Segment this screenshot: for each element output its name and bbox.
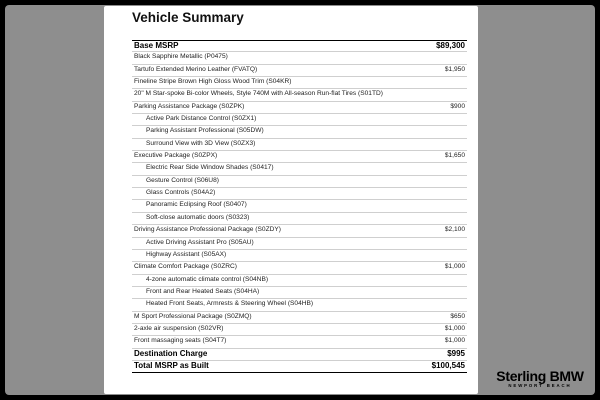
- table-row: [132, 336, 467, 348]
- table-row: [132, 40, 467, 52]
- row-value: $900: [450, 102, 465, 110]
- table-row: [132, 312, 467, 324]
- row-label: Gesture Control (S06U8): [146, 176, 219, 184]
- row-value: $995: [447, 348, 465, 358]
- table-row: [132, 262, 467, 274]
- row-value: $1,950: [444, 65, 465, 73]
- row-label: Active Driving Assistant Pro (S05AU): [146, 238, 254, 246]
- row-value: $89,300: [436, 41, 465, 50]
- table-row: [132, 250, 467, 262]
- table-row: [132, 114, 467, 126]
- dealer-name: Sterling BMW: [496, 368, 584, 384]
- row-label: Fineline Stripe Brown High Gloss Wood Trim (S04KR): [134, 78, 292, 86]
- table-row: [132, 225, 467, 237]
- row-label: Highway Assistant (S05AX): [146, 250, 227, 258]
- table-row: [132, 299, 467, 311]
- table-row: [132, 213, 467, 225]
- row-label: Tartufo Extended Merino Leather (FVATQ): [134, 65, 258, 73]
- row-label: Parking Assistant Professional (S05DW): [146, 127, 264, 135]
- row-label: Parking Assistance Package (S0ZPK): [134, 102, 245, 110]
- table-row: [132, 102, 467, 114]
- row-value: $1,000: [444, 324, 465, 332]
- vehicle-summary-table: [132, 40, 467, 373]
- row-label: Destination Charge: [134, 348, 208, 358]
- row-label: 20" M Star-spoke Bi-color Wheels, Style 740M with All-season Run-flat Tires (S01TD): [134, 90, 383, 98]
- table-row: [132, 176, 467, 188]
- row-label: Executive Package (S0ZPX): [134, 152, 218, 160]
- row-label: Climate Comfort Package (S0ZRC): [134, 263, 237, 271]
- table-row: [132, 324, 467, 336]
- table-row: [132, 89, 467, 101]
- row-value: $1,650: [444, 152, 465, 160]
- row-label: 2-axle air suspension (S02VR): [134, 324, 224, 332]
- table-row: [132, 65, 467, 77]
- table-row: [132, 52, 467, 64]
- table-row: [132, 349, 467, 361]
- dealer-logo: [486, 368, 594, 388]
- table-row: [132, 200, 467, 212]
- row-label: Panoramic Eclipsing Roof (S0407): [146, 201, 247, 209]
- row-label: Surround View with 3D View (S0ZX3): [146, 139, 256, 147]
- row-label: Glass Controls (S04A2): [146, 189, 216, 197]
- dealer-location: NEWPORT BEACH: [508, 383, 572, 388]
- table-row: [132, 151, 467, 163]
- row-label: Active Park Distance Control (S0ZX1): [146, 115, 257, 123]
- table-row: [132, 139, 467, 151]
- table-row: [132, 188, 467, 200]
- table-row: [132, 163, 467, 175]
- row-label: Base MSRP: [134, 41, 179, 50]
- row-label: Driving Assistance Professional Package (S0ZDY): [134, 226, 281, 234]
- row-label: Soft-close automatic doors (S0323): [146, 213, 250, 221]
- row-label: Front massaging seats (S04T7): [134, 337, 227, 345]
- row-value: $1,000: [444, 337, 465, 345]
- row-value: $650: [450, 312, 465, 320]
- row-label: Heated Front Seats, Armrests & Steering Wheel (S04HB): [146, 300, 314, 308]
- table-row: [132, 126, 467, 138]
- row-label: Black Sapphire Metallic (P0475): [134, 53, 228, 61]
- row-value: $1,000: [444, 263, 465, 271]
- table-row: [132, 238, 467, 250]
- row-value: $2,100: [444, 226, 465, 234]
- row-label: Total MSRP as Built: [134, 360, 209, 370]
- table-row: [132, 77, 467, 89]
- table-row: [132, 361, 467, 373]
- row-label: Front and Rear Heated Seats (S04HA): [146, 287, 260, 295]
- row-value: $100,545: [431, 360, 465, 370]
- row-label: 4-zone automatic climate control (S04NB): [146, 275, 269, 283]
- table-row: [132, 275, 467, 287]
- row-label: Electric Rear Side Window Shades (S0417): [146, 164, 274, 172]
- row-label: M Sport Professional Package (S0ZMQ): [134, 312, 252, 320]
- table-row: [132, 287, 467, 299]
- document-title: Vehicle Summary: [132, 10, 244, 25]
